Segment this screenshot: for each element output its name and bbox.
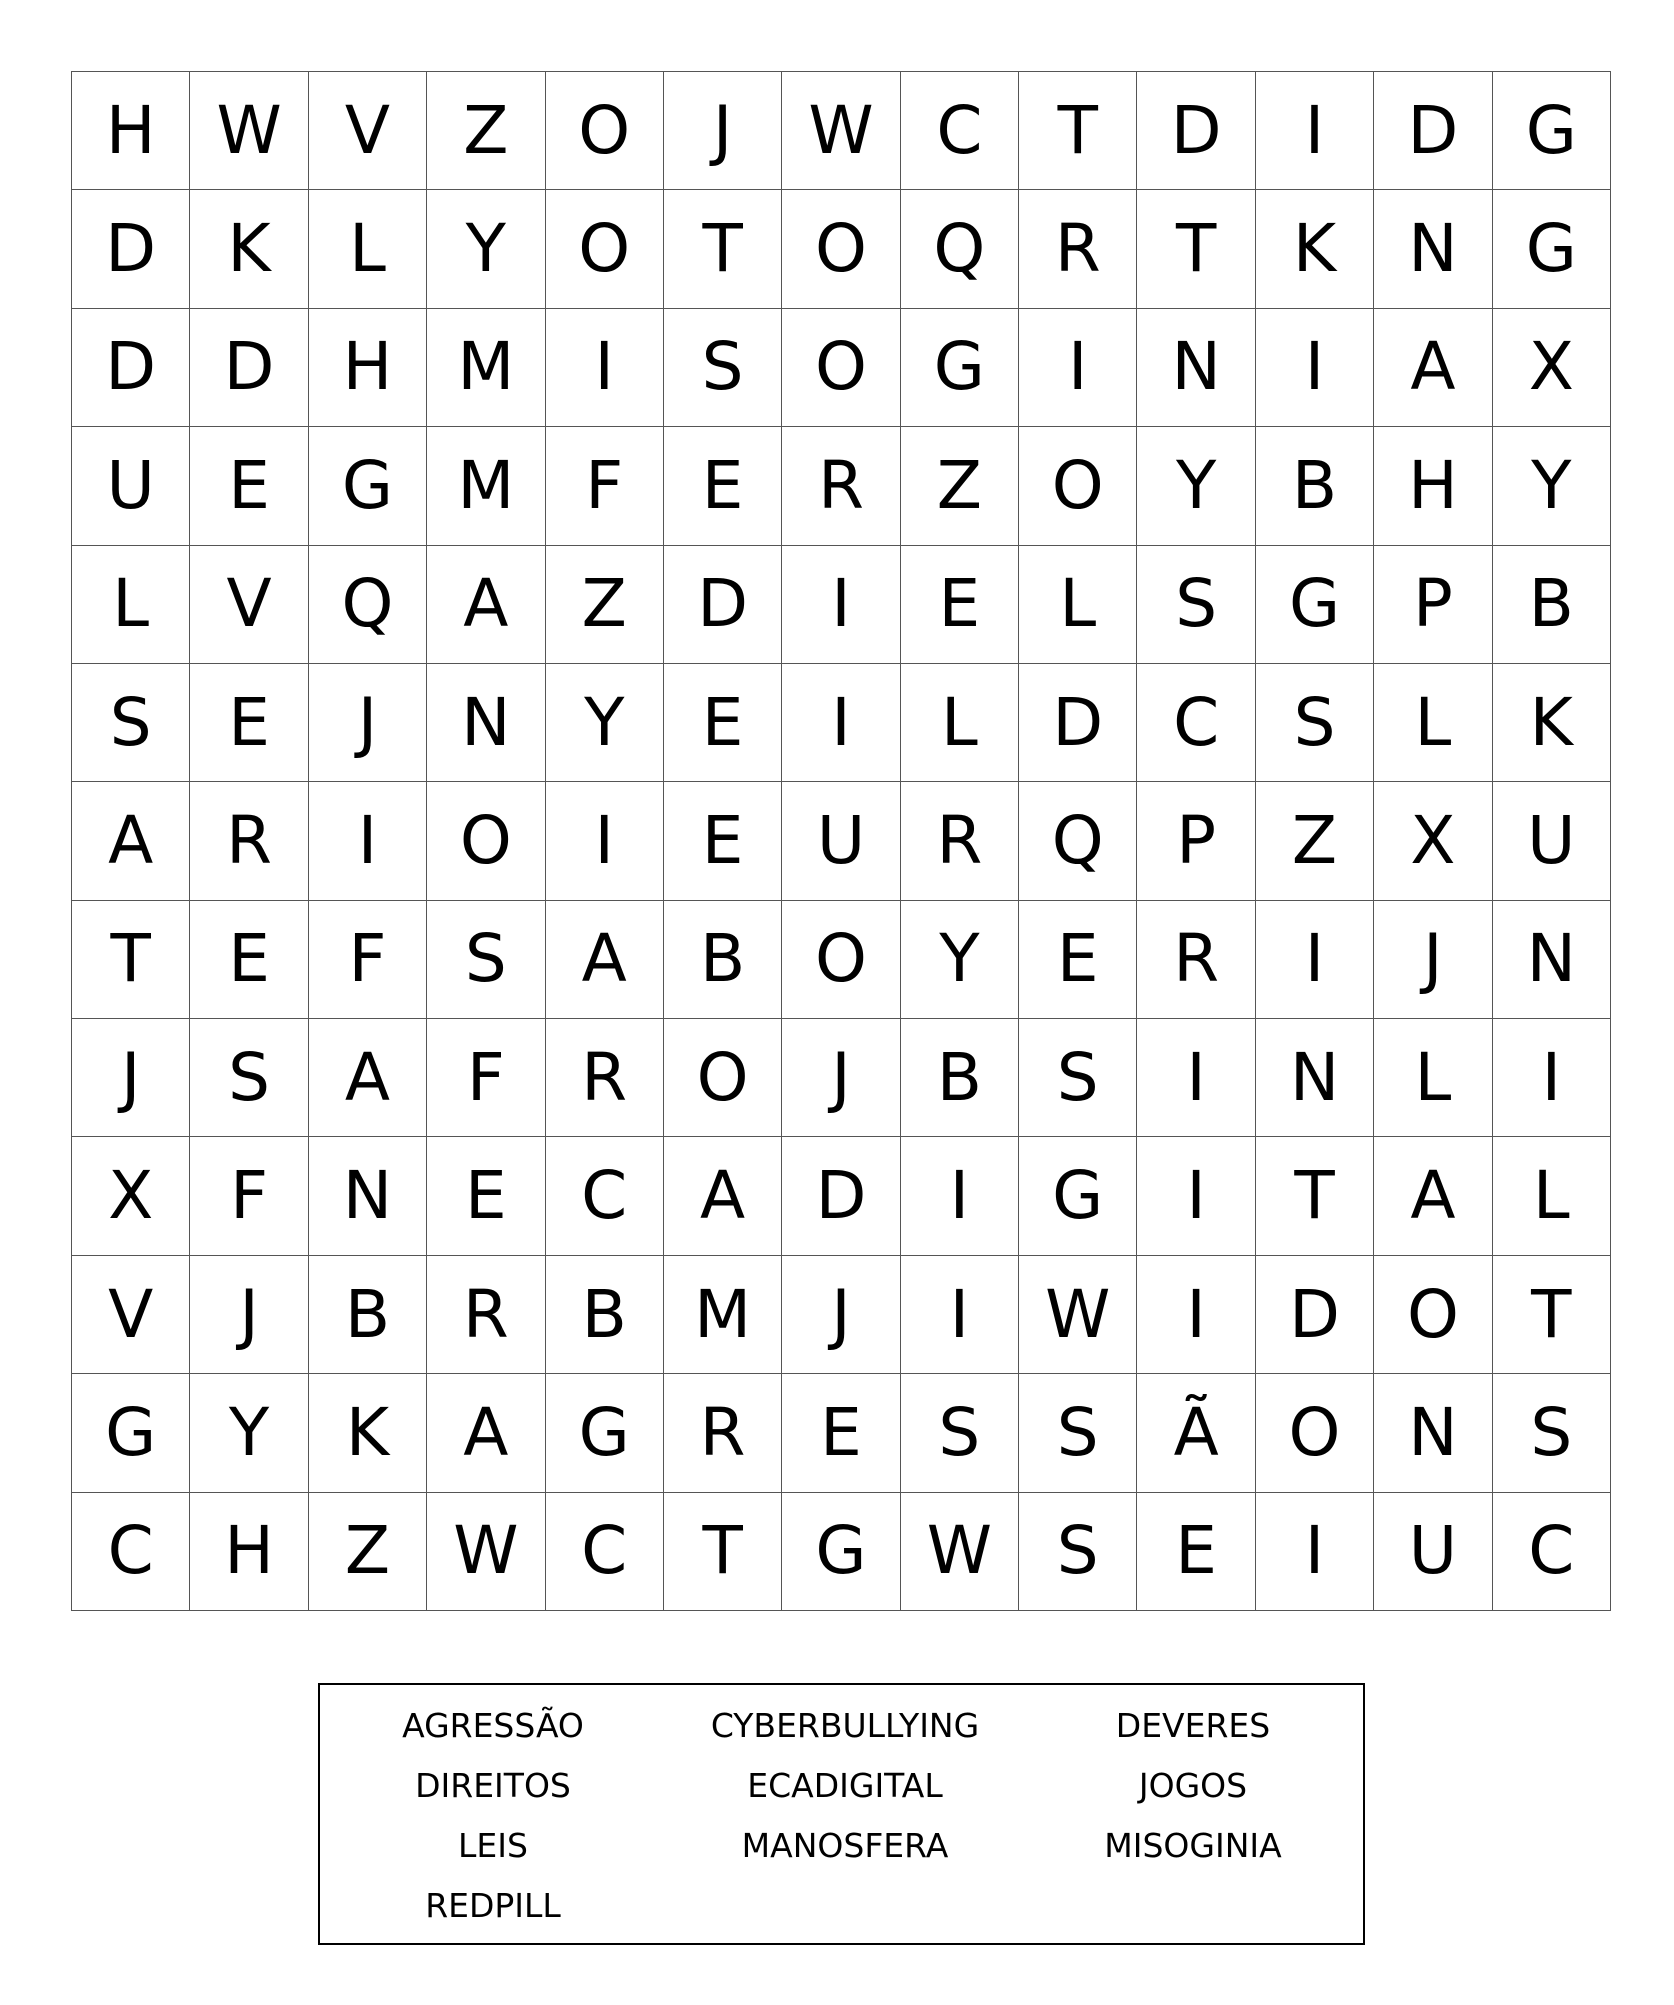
grid-cell[interactable]: O: [782, 309, 900, 427]
grid-cell[interactable]: P: [1137, 782, 1255, 900]
grid-cell[interactable]: L: [1374, 664, 1492, 782]
grid-cell[interactable]: H: [190, 1493, 308, 1611]
grid-cell[interactable]: E: [1137, 1493, 1255, 1611]
word-list-item: DEVERES: [1115, 1706, 1271, 1745]
grid-cell[interactable]: O: [1374, 1256, 1492, 1374]
grid-cell[interactable]: C: [1137, 664, 1255, 782]
grid-cell[interactable]: T: [1019, 72, 1137, 190]
grid-cell[interactable]: L: [309, 190, 427, 308]
grid-cell[interactable]: T: [1137, 190, 1255, 308]
grid-cell[interactable]: B: [309, 1256, 427, 1374]
grid-cell[interactable]: E: [901, 546, 1019, 664]
grid-cell[interactable]: C: [546, 1493, 664, 1611]
grid-cell[interactable]: G: [309, 427, 427, 545]
grid-cell[interactable]: E: [1019, 901, 1137, 1019]
grid-cell[interactable]: Y: [546, 664, 664, 782]
grid-cell[interactable]: V: [190, 546, 308, 664]
grid-cell[interactable]: Y: [427, 190, 545, 308]
word-list-item: DIREITOS: [415, 1766, 571, 1805]
grid-cell[interactable]: F: [427, 1019, 545, 1137]
grid-cell[interactable]: A: [427, 1374, 545, 1492]
word-list-item: MANOSFERA: [741, 1826, 949, 1865]
grid-cell[interactable]: R: [901, 782, 1019, 900]
grid-cell[interactable]: S: [1019, 1374, 1137, 1492]
grid-cell[interactable]: T: [664, 190, 782, 308]
grid-cell[interactable]: K: [1256, 190, 1374, 308]
grid-cell[interactable]: F: [309, 901, 427, 1019]
grid-cell[interactable]: Q: [901, 190, 1019, 308]
grid-cell[interactable]: D: [664, 546, 782, 664]
grid-cell[interactable]: I: [1137, 1019, 1255, 1137]
grid-cell[interactable]: D: [782, 1137, 900, 1255]
grid-cell[interactable]: W: [1019, 1256, 1137, 1374]
grid-cell[interactable]: B: [546, 1256, 664, 1374]
grid-cell[interactable]: V: [309, 72, 427, 190]
grid-cell[interactable]: A: [427, 546, 545, 664]
grid-cell[interactable]: R: [664, 1374, 782, 1492]
grid-cell[interactable]: I: [546, 309, 664, 427]
grid-cell[interactable]: D: [72, 309, 190, 427]
grid-cell[interactable]: Y: [190, 1374, 308, 1492]
grid-cell[interactable]: L: [1019, 546, 1137, 664]
grid-cell[interactable]: Q: [309, 546, 427, 664]
grid-cell[interactable]: I: [901, 1137, 1019, 1255]
grid-cell[interactable]: O: [1019, 427, 1137, 545]
grid-cell[interactable]: G: [546, 1374, 664, 1492]
grid-cell[interactable]: R: [1019, 190, 1137, 308]
grid-cell[interactable]: O: [546, 72, 664, 190]
grid-cell[interactable]: W: [901, 1493, 1019, 1611]
grid-cell[interactable]: I: [546, 782, 664, 900]
grid-cell[interactable]: H: [72, 72, 190, 190]
word-list-item: CYBERBULLYING: [710, 1706, 980, 1745]
grid-cell[interactable]: C: [546, 1137, 664, 1255]
grid-cell[interactable]: T: [72, 901, 190, 1019]
grid-cell[interactable]: X: [1493, 309, 1611, 427]
grid-cell[interactable]: R: [782, 427, 900, 545]
grid-cell[interactable]: K: [309, 1374, 427, 1492]
grid-cell[interactable]: L: [1374, 1019, 1492, 1137]
grid-cell[interactable]: A: [309, 1019, 427, 1137]
grid-cell[interactable]: U: [1374, 1493, 1492, 1611]
grid-cell[interactable]: S: [1256, 664, 1374, 782]
word-list-item: JOGOS: [1138, 1766, 1248, 1805]
grid-cell[interactable]: B: [1493, 546, 1611, 664]
grid-cell[interactable]: M: [664, 1256, 782, 1374]
grid-cell[interactable]: Z: [1256, 782, 1374, 900]
grid-cell[interactable]: O: [664, 1019, 782, 1137]
word-list-box: [318, 1683, 1365, 1945]
grid-cell[interactable]: N: [1493, 901, 1611, 1019]
grid-cell[interactable]: I: [1137, 1137, 1255, 1255]
word-list-item: REDPILL: [425, 1886, 561, 1925]
grid-cell[interactable]: A: [72, 782, 190, 900]
grid-cell[interactable]: S: [664, 309, 782, 427]
grid-cell[interactable]: W: [427, 1493, 545, 1611]
grid-cell[interactable]: G: [901, 309, 1019, 427]
grid-cell[interactable]: I: [1493, 1019, 1611, 1137]
grid-cell[interactable]: V: [72, 1256, 190, 1374]
grid-cell[interactable]: I: [309, 782, 427, 900]
grid-cell[interactable]: K: [1493, 664, 1611, 782]
grid-cell[interactable]: G: [1019, 1137, 1137, 1255]
grid-cell[interactable]: E: [664, 427, 782, 545]
grid-cell[interactable]: P: [1374, 546, 1492, 664]
grid-cell[interactable]: W: [782, 72, 900, 190]
grid-cell[interactable]: R: [546, 1019, 664, 1137]
grid-cell[interactable]: N: [1374, 190, 1492, 308]
grid-cell[interactable]: J: [309, 664, 427, 782]
grid-cell[interactable]: E: [190, 664, 308, 782]
grid-cell[interactable]: Y: [901, 901, 1019, 1019]
grid-cell[interactable]: I: [1256, 72, 1374, 190]
grid-cell[interactable]: N: [427, 664, 545, 782]
grid-cell[interactable]: I: [782, 664, 900, 782]
grid-cell[interactable]: D: [1374, 72, 1492, 190]
grid-cell[interactable]: R: [190, 782, 308, 900]
grid-cell[interactable]: G: [1493, 190, 1611, 308]
grid-cell[interactable]: L: [72, 546, 190, 664]
grid-cell[interactable]: Z: [901, 427, 1019, 545]
grid-cell[interactable]: E: [190, 901, 308, 1019]
grid-cell[interactable]: K: [190, 190, 308, 308]
grid-cell[interactable]: Ã: [1137, 1374, 1255, 1492]
grid-cell[interactable]: E: [427, 1137, 545, 1255]
grid-cell[interactable]: S: [427, 901, 545, 1019]
grid-cell[interactable]: J: [72, 1019, 190, 1137]
grid-cell[interactable]: R: [1137, 901, 1255, 1019]
grid-cell[interactable]: E: [664, 782, 782, 900]
grid-cell[interactable]: Z: [546, 546, 664, 664]
grid-cell[interactable]: E: [664, 664, 782, 782]
grid-cell[interactable]: Y: [1493, 427, 1611, 545]
grid-cell[interactable]: T: [1493, 1256, 1611, 1374]
grid-cell[interactable]: D: [1256, 1256, 1374, 1374]
grid-cell[interactable]: D: [190, 309, 308, 427]
grid-cell[interactable]: L: [1493, 1137, 1611, 1255]
grid-cell[interactable]: I: [901, 1256, 1019, 1374]
grid-cell[interactable]: T: [1256, 1137, 1374, 1255]
grid-cell[interactable]: X: [1374, 782, 1492, 900]
grid-cell[interactable]: N: [1256, 1019, 1374, 1137]
grid-cell[interactable]: H: [1374, 427, 1492, 545]
grid-cell[interactable]: J: [664, 72, 782, 190]
grid-cell[interactable]: O: [427, 782, 545, 900]
grid-cell[interactable]: S: [901, 1374, 1019, 1492]
grid-cell[interactable]: Q: [1019, 782, 1137, 900]
grid-cell[interactable]: D: [1137, 72, 1255, 190]
grid-cell[interactable]: C: [72, 1493, 190, 1611]
grid-cell[interactable]: U: [782, 782, 900, 900]
grid-cell[interactable]: D: [72, 190, 190, 308]
grid-cell[interactable]: H: [309, 309, 427, 427]
grid-cell[interactable]: S: [72, 664, 190, 782]
grid-cell[interactable]: C: [901, 72, 1019, 190]
grid-cell[interactable]: S: [1493, 1374, 1611, 1492]
word-list-item: MISOGINIA: [1104, 1826, 1282, 1865]
grid-cell[interactable]: Y: [1137, 427, 1255, 545]
grid-cell[interactable]: S: [1019, 1493, 1137, 1611]
grid-cell[interactable]: J: [782, 1019, 900, 1137]
word-list-item: AGRESSÃO: [402, 1706, 584, 1745]
grid-cell[interactable]: B: [664, 901, 782, 1019]
grid-cell[interactable]: G: [1256, 546, 1374, 664]
grid-cell[interactable]: J: [782, 1256, 900, 1374]
grid-cell[interactable]: N: [1374, 1374, 1492, 1492]
grid-cell[interactable]: N: [309, 1137, 427, 1255]
grid-cell[interactable]: O: [546, 190, 664, 308]
grid-cell[interactable]: I: [1019, 309, 1137, 427]
grid-cell[interactable]: U: [1493, 782, 1611, 900]
grid-cell[interactable]: A: [1374, 309, 1492, 427]
grid-cell[interactable]: A: [664, 1137, 782, 1255]
grid-cell[interactable]: F: [546, 427, 664, 545]
grid-cell[interactable]: U: [72, 427, 190, 545]
grid-cell[interactable]: S: [1019, 1019, 1137, 1137]
grid-cell[interactable]: M: [427, 427, 545, 545]
word-list-item: ECADIGITAL: [747, 1766, 943, 1805]
grid-cell[interactable]: G: [1493, 72, 1611, 190]
grid-cell[interactable]: B: [901, 1019, 1019, 1137]
grid-cell[interactable]: S: [190, 1019, 308, 1137]
grid-cell[interactable]: N: [1137, 309, 1255, 427]
grid-cell[interactable]: Z: [309, 1493, 427, 1611]
grid-cell[interactable]: S: [1137, 546, 1255, 664]
grid-cell[interactable]: I: [1256, 901, 1374, 1019]
grid-cell[interactable]: G: [72, 1374, 190, 1492]
grid-cell[interactable]: F: [190, 1137, 308, 1255]
grid-cell[interactable]: E: [782, 1374, 900, 1492]
grid-cell[interactable]: I: [1256, 309, 1374, 427]
grid-cell[interactable]: D: [1019, 664, 1137, 782]
grid-cell[interactable]: J: [190, 1256, 308, 1374]
grid-cell[interactable]: C: [1493, 1493, 1611, 1611]
grid-cell[interactable]: L: [901, 664, 1019, 782]
grid-cell[interactable]: G: [782, 1493, 900, 1611]
grid-cell[interactable]: O: [782, 901, 900, 1019]
grid-cell[interactable]: I: [1256, 1493, 1374, 1611]
grid-cell[interactable]: J: [1374, 901, 1492, 1019]
grid-cell[interactable]: A: [546, 901, 664, 1019]
grid-cell[interactable]: B: [1256, 427, 1374, 545]
grid-cell[interactable]: X: [72, 1137, 190, 1255]
grid-cell[interactable]: O: [782, 190, 900, 308]
grid-cell[interactable]: A: [1374, 1137, 1492, 1255]
grid-cell[interactable]: I: [782, 546, 900, 664]
letter-grid: [71, 71, 1611, 1611]
grid-cell[interactable]: M: [427, 309, 545, 427]
grid-cell[interactable]: O: [1256, 1374, 1374, 1492]
grid-cell[interactable]: T: [664, 1493, 782, 1611]
word-list-item: LEIS: [458, 1826, 528, 1865]
grid-cell[interactable]: Z: [427, 72, 545, 190]
grid-cell[interactable]: W: [190, 72, 308, 190]
grid-cell[interactable]: R: [427, 1256, 545, 1374]
grid-cell[interactable]: I: [1137, 1256, 1255, 1374]
grid-cell[interactable]: E: [190, 427, 308, 545]
